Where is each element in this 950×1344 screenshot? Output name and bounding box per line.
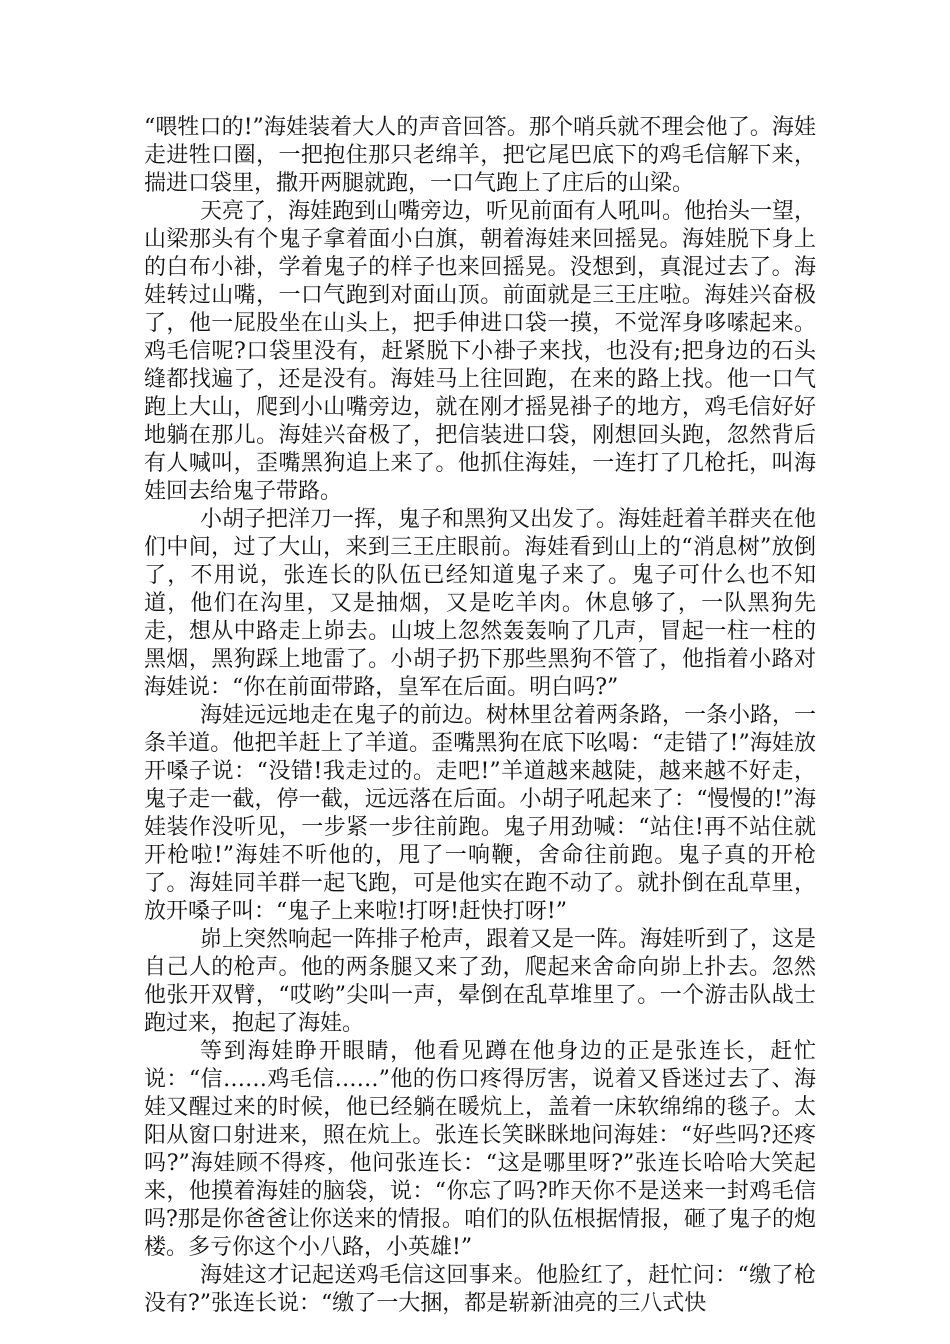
story-text: [144, 114, 816, 1318]
paragraph: 等到海娃睁开眼睛，他看见蹲在他身边的正是张连长，赶忙说：“信……鸡毛信……”他的伤口疼得厉害，说着又昏迷过去了、海娃又醒过来的时候，他已经躺在暖炕上，盖着一床软绵绵的毯子。太阳从窗口射进来，照在炕上。张连长笑眯眯地问海娃：“好些吗?还疼吗?”海娃顾不得疼，他问张连长：“这是哪里呀?”张连长哈哈大笑起来，他摸着海娃的脑袋，说：“你忘了吗?昨天你不是送来一封鸡毛信吗?那是你爸爸让你送来的情报。咱们的队伍根据情报，砸了鬼子的炮楼。多亏你这个小八路，小英雄!”: [144, 1039, 816, 1260]
paragraph: 峁上突然响起一阵排子枪声，跟着又是一阵。海娃听到了，这是自己人的枪声。他的两条腿又来了劲，爬起来舍命向峁上扑去。忽然他张开双臂，“哎哟”尖叫一声，晕倒在乱草堆里了。一个游击队战士跑过来，抱起了海娃。: [144, 927, 817, 1036]
paragraph: 小胡子把洋刀一挥，鬼子和黑狗又出发了。海娃赶着羊群夹在他们中间，过了大山，来到三王庄眼前。海娃看到山上的“消息树”放倒了，不用说，张连长的队伍已经知道鬼子来了。鬼子可什么也不知道，他们在沟里，又是抽烟，又是吃羊肉。休息够了，一队黑狗先走，想从中路走上峁去。山坡上忽然轰轰响了几声，冒起一柱一柱的黑烟，黑狗踩上地雷了。小胡子扔下那些黑狗不管了，他指着小路对海娃说：“你在前面带路，皇军在后面。明白吗?”: [144, 507, 817, 700]
paragraph: “喂牲口的!”海娃装着大人的声音回答。那个哨兵就不理会他了。海娃走进牲口圈，一把抱住那只老绵羊，把它尾巴底下的鸡毛信解下来，揣进口袋里，撒开两腿就跑，一口气跑上了庄后的山梁。: [144, 115, 816, 196]
paragraph: 海娃远远地走在鬼子的前边。树林里岔着两条路，一条小路，一条羊道。他把羊赶上了羊道。歪嘴黑狗在底下吆喝：“走错了!”海娃放开嗓子说：“没错!我走过的。走吧!”羊道越来越陡，越来越不好走，鬼子走一截，停一截，远远落在后面。小胡子吼起来了：“慢慢的!”海娃装作没听见，一步紧一步往前跑。鬼子用劲喊：“站住!再不站住就开枪啦!”海娃不听他的，甩了一响鞭，舍命往前跑。鬼子真的开枪了。海娃同羊群一起飞跑，可是他实在跑不动了。就扑倒在乱草里，放开嗓子叫：“鬼子上来啦!打呀!赶快打呀!”: [144, 703, 817, 924]
paragraph: 天亮了，海娃跑到山嘴旁边，听见前面有人吼叫。他抬头一望，山梁那头有个鬼子拿着面小白旗，朝着海娃来回摇晃。海娃脱下身上的白布小褂，学着鬼子的样子也来回摇晃。没想到，真混过去了。海娃转过山嘴，一口气跑到对面山顶。前面就是三王庄啦。海娃兴奋极了，他一屁股坐在山头上，把手伸进口袋一摸，不觉浑身哆嗦起来。鸡毛信呢?口袋里没有，赶紧脱下小褂子来找，也没有;把身边的石头缝都找遍了，还是没有。海娃马上往回跑，在来的路上找。他一口气跑上大山，爬到小山嘴旁边，就在刚才摇晃褂子的地方，鸡毛信好好地躺在那儿。海娃兴奋极了，把信装进口袋，刚想回头跑，忽然背后有人喊叫，歪嘴黑狗追上来了。他抓住海娃，一连打了几枪托，叫海娃回去给鬼子带路。: [144, 199, 817, 504]
paragraph: 海娃这才记起送鸡毛信这回事来。他脸红了，赶忙问：“缴了枪没有?”张连长说：“缴了一大捆，都是崭新油亮的三八式快: [144, 1263, 816, 1316]
